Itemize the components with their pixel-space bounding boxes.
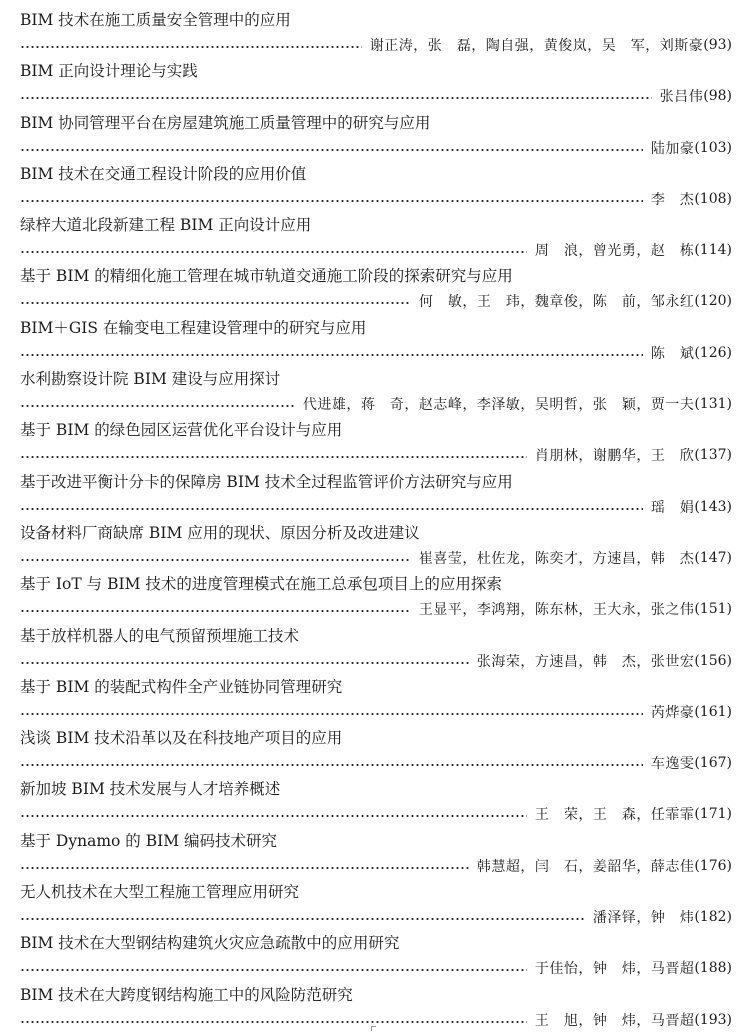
entry-title[interactable]: 基于改进平衡计分卡的保障房 BIM 技术全过程监管评价方法研究与应用: [20, 472, 513, 491]
entry-byline: [20, 855, 732, 877]
entry-page-number: (176): [694, 857, 732, 874]
dot-leader: [20, 46, 362, 48]
entry-authors: 肖朋林，谢鹏华，王 欣: [534, 448, 695, 465]
toc-entry[interactable]: [20, 468, 732, 519]
entry-title[interactable]: 设备材料厂商缺席 BIM 应用的现状、原因分析及改进建议: [20, 523, 420, 542]
dot-leader: [20, 867, 469, 869]
entry-byline: [20, 496, 732, 518]
entry-authors: 王 荣，王 森，任霏霏: [534, 807, 695, 824]
entry-title[interactable]: 基于 Dynamo 的 BIM 编码技术研究: [20, 831, 278, 850]
dot-leader: [20, 405, 295, 407]
entry-page-number: (167): [694, 755, 732, 772]
entry-byline: [20, 598, 732, 620]
table-of-contents: [20, 6, 732, 1032]
entry-authors: 代进雄，蒋 奇，赵志峰，李泽敏，吴明哲，张 颖，贾一夫: [302, 397, 695, 414]
entry-page-number: (143): [694, 498, 732, 515]
entry-title[interactable]: 基于 BIM 的精细化施工管理在城市轨道交通施工阶段的探索研究与应用: [20, 267, 513, 286]
entry-byline: [20, 34, 732, 56]
entry-title[interactable]: 基于 IoT 与 BIM 技术的进度管理模式在施工总承包项目上的应用探索: [20, 575, 502, 594]
entry-page-number: (108): [694, 190, 732, 207]
entry-byline: [20, 239, 732, 261]
entry-byline: [20, 650, 732, 672]
entry-page-number: (151): [694, 601, 732, 618]
entry-title[interactable]: BIM＋GIS 在输变电工程建设管理中的研究与应用: [20, 318, 367, 337]
entry-byline: [20, 1009, 732, 1031]
entry-page-number: (98): [703, 88, 732, 105]
entry-page-number: (93): [703, 37, 732, 53]
entry-authors: 张海荣，方速昌，韩 杰，张世宏: [476, 653, 695, 670]
entry-page-number: (161): [694, 703, 732, 720]
dot-leader: [20, 149, 643, 151]
entry-byline: [20, 906, 732, 928]
entry-byline: [20, 393, 732, 415]
entry-byline: [20, 547, 732, 569]
entry-authors: 瑶 娟: [650, 499, 695, 516]
toc-entry[interactable]: [20, 929, 732, 980]
entry-title[interactable]: BIM 协同管理平台在房屋建筑施工质量管理中的研究与应用: [20, 113, 431, 132]
dot-leader: [20, 302, 411, 304]
toc-entry[interactable]: [20, 262, 732, 313]
entry-title[interactable]: BIM 技术在大型钢结构建筑火灾应急疏散中的应用研究: [20, 934, 400, 953]
entry-title[interactable]: BIM 技术在施工质量安全管理中的应用: [20, 11, 291, 29]
dot-leader: [20, 969, 527, 971]
entry-title[interactable]: 基于 BIM 的绿色园区运营优化平台设计与应用: [20, 421, 343, 440]
entry-page-number: (120): [694, 293, 732, 310]
entry-title[interactable]: 绿梓大道北段新建工程 BIM 正向设计应用: [20, 216, 312, 235]
entry-page-number: (171): [694, 806, 732, 823]
entry-byline: [20, 290, 732, 312]
toc-entry[interactable]: [20, 6, 732, 57]
entry-title[interactable]: 水利勘察设计院 BIM 建设与应用探讨: [20, 370, 281, 389]
dot-leader: [20, 713, 643, 715]
entry-page-number: (137): [694, 447, 732, 464]
dot-leader: [20, 764, 643, 766]
entry-authors: 车逸雯: [650, 756, 695, 773]
toc-entry[interactable]: [20, 827, 732, 878]
entry-authors: 李 杰: [650, 191, 695, 208]
dot-leader: [20, 200, 643, 202]
entry-authors: 崔喜莹，杜佐龙，陈奕才，方速昌，韩 杰: [418, 550, 695, 567]
entry-byline: [20, 803, 732, 825]
entry-authors: 于佳怡，钟 炜，马晋超: [534, 961, 695, 978]
dot-leader: [20, 354, 643, 356]
dot-leader: [20, 815, 527, 817]
entry-page-number: (147): [694, 549, 732, 566]
toc-entry[interactable]: [20, 570, 732, 621]
entry-page-number: (103): [694, 139, 732, 156]
toc-entry[interactable]: [20, 365, 732, 416]
entry-authors: 王 旭，钟 炜，马晋超: [534, 1012, 695, 1029]
entry-title[interactable]: 基于放样机器人的电气预留预埋施工技术: [20, 626, 300, 645]
entry-authors: 芮烨豪: [650, 704, 695, 721]
entry-byline: [20, 701, 732, 723]
entry-page-number: (193): [694, 1011, 732, 1028]
entry-byline: [20, 444, 732, 466]
toc-entry[interactable]: [20, 673, 732, 724]
page-corner-mark: [371, 1026, 376, 1031]
entry-authors: 王显平，李鸿翔，陈东林，王大永，张之伟: [418, 602, 695, 619]
toc-entry[interactable]: [20, 416, 732, 467]
toc-entry[interactable]: [20, 622, 732, 673]
toc-entry[interactable]: [20, 109, 732, 160]
dot-leader: [20, 456, 527, 458]
entry-authors: 张吕伟: [659, 89, 704, 106]
entry-title[interactable]: BIM 正向设计理论与实践: [20, 62, 198, 81]
entry-page-number: (182): [694, 909, 732, 926]
entry-authors: 谢正涛，张 磊，陶自强，黄俊岚，吴 军，刘斯豪: [369, 38, 704, 54]
entry-byline: [20, 137, 732, 159]
entry-title[interactable]: BIM 技术在大跨度钢结构施工中的风险防范研究: [20, 985, 353, 1004]
toc-entry[interactable]: [20, 57, 732, 108]
entry-authors: 潘泽铎，钟 炜: [592, 910, 695, 927]
dot-leader: [20, 97, 652, 99]
entry-byline: [20, 85, 732, 107]
entry-title[interactable]: 基于 BIM 的装配式构件全产业链协同管理研究: [20, 677, 343, 696]
toc-entry[interactable]: [20, 878, 732, 929]
entry-authors: 韩慧超，闫 石，姜韶华，薛志佳: [476, 858, 695, 875]
entry-authors: 陈 斌: [650, 345, 695, 362]
entry-authors: 周 浪，曾光勇，赵 栋: [534, 243, 695, 260]
entry-title[interactable]: 新加坡 BIM 技术发展与人才培养概述: [20, 780, 281, 799]
dot-leader: [20, 508, 643, 510]
entry-byline: [20, 752, 732, 774]
dot-leader: [20, 918, 585, 920]
dot-leader: [20, 251, 527, 253]
dot-leader: [20, 610, 411, 612]
entry-title[interactable]: BIM 技术在交通工程设计阶段的应用价值: [20, 164, 307, 183]
entry-page-number: (126): [694, 344, 732, 361]
entry-byline: [20, 957, 732, 979]
entry-page-number: (156): [694, 652, 732, 669]
toc-entry[interactable]: [20, 519, 732, 570]
dot-leader: [20, 1021, 527, 1023]
toc-entry[interactable]: [20, 211, 732, 262]
entry-byline: [20, 188, 732, 210]
toc-entry[interactable]: [20, 160, 732, 211]
toc-entry[interactable]: [20, 724, 732, 775]
entry-title[interactable]: 浅谈 BIM 技术沿革以及在科技地产项目的应用: [20, 729, 343, 748]
entry-page-number: (114): [694, 242, 732, 259]
entry-page-number: (131): [694, 396, 732, 413]
entry-authors: 陆加豪: [650, 140, 695, 157]
entry-byline: [20, 342, 732, 364]
entry-title[interactable]: 无人机技术在大型工程施工管理应用研究: [20, 883, 300, 902]
toc-entry[interactable]: [20, 314, 732, 365]
entry-authors: 何 敏，王 玮，魏章俊，陈 前，邹永红: [418, 294, 695, 311]
toc-entry[interactable]: [20, 775, 732, 826]
toc-entry[interactable]: [20, 981, 732, 1032]
dot-leader: [20, 662, 469, 664]
dot-leader: [20, 559, 411, 561]
entry-page-number: (188): [694, 960, 732, 977]
